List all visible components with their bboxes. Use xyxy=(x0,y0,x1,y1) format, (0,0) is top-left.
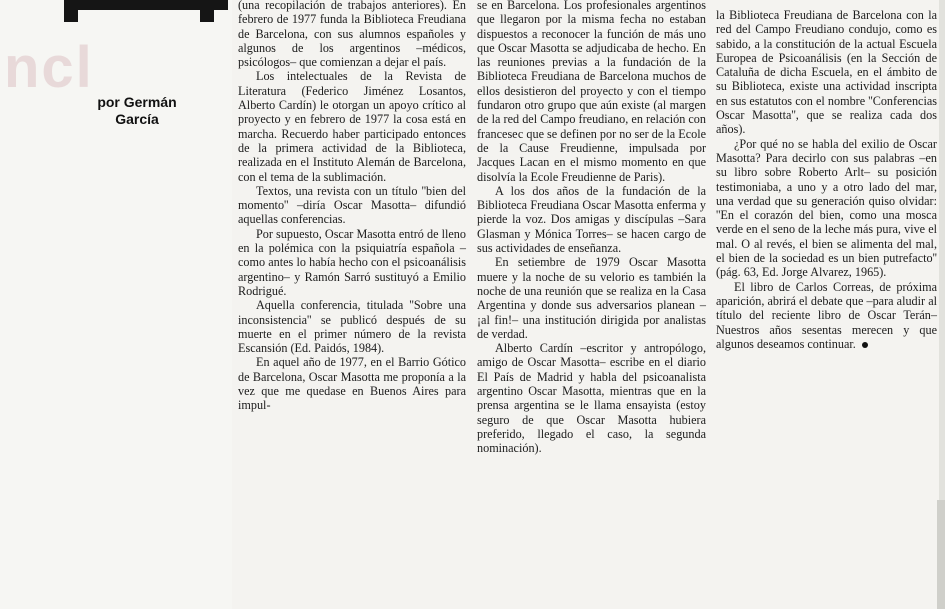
paragraph: A los dos años de la fundación de la Biblioteca Freudiana Oscar Masotta enferma y pierde la voz. Dos amigas y discípulas –Sara Glasman y Mónica Torres– se hacen cargo de sus actividades de enseñanza. xyxy=(477,183,706,256)
paragraph: Aquella conferencia, titulada ''Sobre una inconsistencia'' se publicó después de su muerte en el primer número de la revista Escansión (Ed. Paidós, 1984). xyxy=(238,298,466,356)
author-byline xyxy=(62,94,212,128)
paragraph: Alberto Cardín –escritor y antropólogo, amigo de Oscar Masotta– escribe en el diario El País de Madrid y habla del psicoanalista argentino Oscar Masotta, mientras que en la prensa argentina se le llama ensayista (estoy seguro de que Oscar Masotta hubiera preferido, llegado el caso, la segunda nominación). xyxy=(477,341,706,456)
paragraph: (una recopilación de trabajos anteriores). En febrero de 1977 funda la Biblioteca Freudiana de Barcelona, con sus alumnos españoles y algunos de los argentinos –médicos, psicólogos– que comienzan a dejar el país. xyxy=(238,0,466,70)
byline-line-2: García xyxy=(115,111,159,127)
title-letter-fragment-left xyxy=(64,0,78,22)
paragraph: En aquel año de 1977, en el Barrio Gótico de Barcelona, Oscar Masotta me proponía a la vez que me quedase en Buenos Aires para impul- xyxy=(238,355,466,413)
paragraph: se en Barcelona. Los profesionales argentinos que llegaron por la misma fecha no estaban dispuestos a reconocer la función de más uno que Oscar Masotta se adjudicaba de hecho. En las reuniones previas a la fundación de la Biblioteca Freudiana de Barcelona muchos de ellos desistieron del proyecto y con el tiempo fundaron otro grupo que aún existe (al margen de la red del Campo freudiano, en relación con francesес que se definen por no ser de la Ecole de la Cause Freudienne, impulsada por Jacques Lacan en el mismo momento en que disolvía la Ecole Freudienne de Paris). xyxy=(477,0,706,184)
paragraph: ¿Por qué no se habla del exilio de Oscar Masotta? Para decirlo con sus palabras –en su libro sobre Roberto Arlt– su posición testimoniaba, a uno y a otro lado del mar, una verdad que su generación quiso olvidar: ''En el corazón del bien, como una mosca verde en el seno de la leche más pura, vive el mal. O al revés, el bien se alimenta del mal, el bien de la sociedad es un bien putrefacto'' (pág. 63, Ed. Jorge Alvarez, 1965). xyxy=(716,136,937,280)
paragraph-final-text: El libro de Carlos Correas, de próxima aparición, abrirá el debate que –para aludir al título del reciente libro de Oscar Terán– Nuestros años sesentas merecen y que algunos deseamos continuar. xyxy=(716,279,937,351)
paragraph: Textos, una revista con un título ''bien del momento'' –diría Oscar Masotta– difundió aquellas conferencias. xyxy=(238,183,466,227)
end-of-article-bullet-icon xyxy=(862,342,868,348)
text-column-1 xyxy=(238,0,466,413)
paragraph: Por supuesto, Oscar Masotta entró de lleno en la polémica con la psiquiatría española –como antes lo había hecho con el psicoanálisis argentino– y Ramón Sarró sustituyó a Emilio Rodrigué. xyxy=(238,226,466,298)
paragraph: Los intelectuales de la Revista de Literatura (Federico Jiménez Losantos, Alberto Cardín) le otorgan un apoyo crítico al proyecto y en febrero de 1977 la cosa está en marcha. Recuerdo haber participado entonces de la primera actividad de la Biblioteca, realizada en el Instituto Alemán de Barcelona, con el tema de la sublimación. xyxy=(238,69,466,184)
paragraph: En setiembre de 1979 Oscar Masotta muere y la noche de su velorio es también la noche de una reunión que se realiza en la Casa Argentina y donde sus adversarios planean –¡al fin!– una institución dirigida por analistas de verdad. xyxy=(477,255,706,341)
paragraph-final xyxy=(716,280,937,351)
text-column-2 xyxy=(477,0,706,456)
left-margin xyxy=(0,0,232,609)
paragraph: la Biblioteca Freudiana de Barcelona con la red del Campo Freudiano condujo, como es sabido, a la constitución de la actual Escuela Europea de Psicoanálisis (en la Sección de Cataluña de dicha Escuela, en el ámbito de su Biblioteca, existe una actividad inscripta en sus estatutos con el nombre ''Conferencias Oscar Masotta'', que se realiza cada dos años). xyxy=(716,8,937,137)
byline-line-1: por Germán xyxy=(97,94,177,110)
title-letter-fragment-bar xyxy=(78,0,228,10)
text-column-3 xyxy=(716,8,937,351)
page-edge-tab xyxy=(937,500,945,609)
faded-background-print: ncl xyxy=(4,35,94,100)
title-letter-fragment-stem xyxy=(200,10,214,22)
